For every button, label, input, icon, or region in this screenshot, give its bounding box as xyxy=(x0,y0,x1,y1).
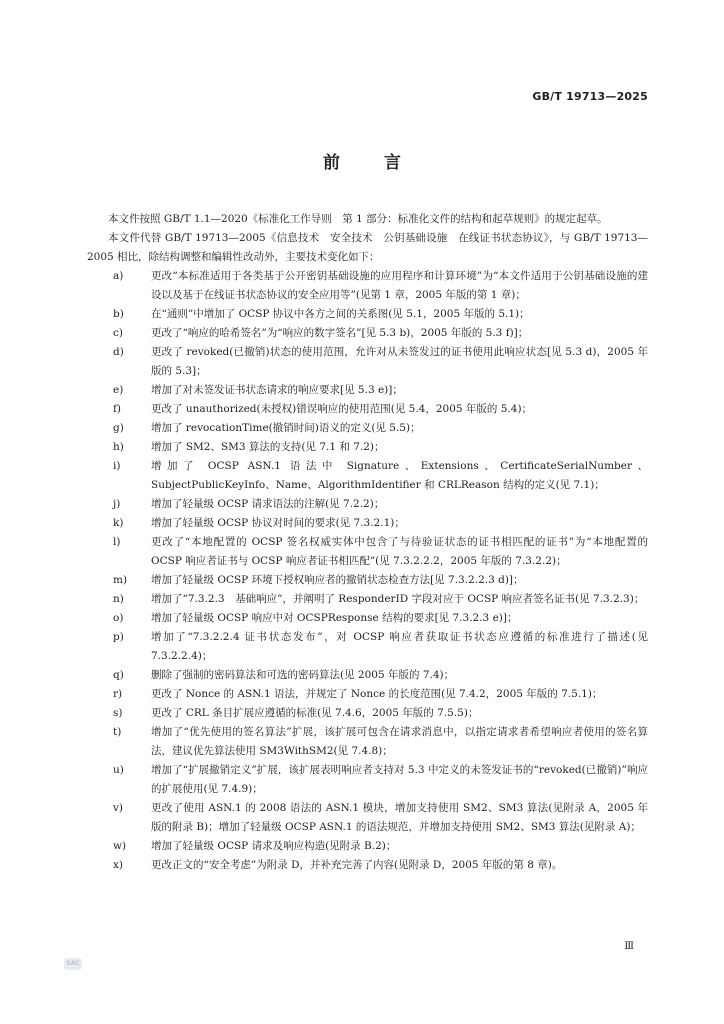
change-item-text: 增加了轻量级 OCSP 协议对时间的要求(见 7.3.2.1)； xyxy=(151,517,405,529)
change-item-text: 更改了 unauthorized(未授权)错误响应的使用范围(见 5.4，2005 年版的 5.4)； xyxy=(151,403,533,415)
change-item-text: 更改“本标准适用于各类基于公开密钥基础设施的应用程序和计算环境”为“本文件适用于公钥基础设施的建设以及基于在线证书状态协议的安全应用等”(见第 1 章，2005 年版的第 1 章)； xyxy=(151,270,648,301)
change-item-label: c) xyxy=(113,327,123,339)
change-item xyxy=(87,856,648,875)
change-item xyxy=(87,305,648,324)
change-item-text: 更改了使用 ASN.1 的 2008 语法的 ASN.1 模块，增加支持使用 SM2、SM3 算法(见附录 A，2005 年版的附录 B)；增加了轻量级 OCSP ASN.1 的语法规范，并增加支持使用 SM2、SM3 算法(见附录 A)； xyxy=(151,802,648,833)
change-item xyxy=(87,514,648,533)
replacement-paragraph: 本文件代替 GB/T 19713—2005《信息技术 安全技术 公钥基础设施 在线证书状态协议》，与 GB/T 19713—2005 相比，除结构调整和编辑性改动外，主要技术变化如下： xyxy=(87,232,648,263)
change-item-label: h) xyxy=(113,441,124,453)
change-item xyxy=(87,495,648,514)
change-item-label: f) xyxy=(113,403,121,415)
change-item xyxy=(87,628,648,666)
change-item-label: q) xyxy=(113,669,124,681)
change-item xyxy=(87,457,648,495)
technical-changes-list xyxy=(87,267,648,875)
change-item-text: 更改了 revoked(已撤销)状态的使用范围，允许对从未签发过的证书使用此响应状态[见 5.3 d)，2005 年版的 5.3]； xyxy=(151,346,648,377)
change-item-label: n) xyxy=(113,593,124,605)
change-item-text: 更改了 Nonce 的 ASN.1 语法，并规定了 Nonce 的长度范围(见 7.4.2，2005 年版的 7.5.1)； xyxy=(151,688,603,700)
change-item-text: 增加了轻量级 OCSP 环境下授权响应者的撤销状态检查方法[见 7.3.2.2.3 d)]； xyxy=(151,574,524,586)
change-item-text: 增加了“7.3.2.3 基础响应”，并阐明了 ResponderID 字段对应于 OCSP 响应者签名证书(见 7.3.2.3)； xyxy=(151,593,645,605)
change-item xyxy=(87,761,648,799)
change-item xyxy=(87,400,648,419)
change-item xyxy=(87,267,648,305)
change-item-text: 增加了轻量级 OCSP 请求语法的注解(见 7.2.2)； xyxy=(151,498,385,510)
change-item-label: k) xyxy=(113,517,124,529)
document-body xyxy=(87,210,648,875)
intro-paragraph: 本文件按照 GB/T 1.1—2020《标准化工作导则 第 1 部分：标准化文件的结构和起草规则》的规定起草。 xyxy=(108,213,608,225)
change-item-text: 增加了 SM2、SM3 算法的支持(见 7.1 和 7.2)； xyxy=(151,441,385,453)
change-item xyxy=(87,837,648,856)
change-item-label: u) xyxy=(113,764,124,776)
page-number: Ⅲ xyxy=(624,941,634,952)
change-item xyxy=(87,590,648,609)
change-item xyxy=(87,419,648,438)
change-item xyxy=(87,799,648,837)
change-item-label: a) xyxy=(113,270,124,282)
change-item xyxy=(87,571,648,590)
change-item-text: 增加了轻量级 OCSP 响应中对 OCSPResponse 结构的要求[见 7.3.2.3 e)]； xyxy=(151,612,518,624)
change-item-label: o) xyxy=(113,612,124,624)
change-item-label: j) xyxy=(113,498,121,510)
change-item-label: g) xyxy=(113,422,124,434)
change-item-label: s) xyxy=(113,707,123,719)
change-item xyxy=(87,533,648,571)
change-item-text: 在“通则”中增加了 OCSP 协议中各方之间的关系图(见 5.1，2005 年版的 5.1)； xyxy=(151,308,530,320)
change-item-label: b) xyxy=(113,308,124,320)
page-title: 前言 xyxy=(323,153,445,173)
change-item-text: 更改了“响应的哈希签名”为“响应的数字签名”[见 5.3 b)，2005 年版的 5.3 f)]； xyxy=(151,327,529,339)
change-item-text: 增加了“扩展撤销定义”扩展，该扩展表明响应者支持对 5.3 中定义的未签发证书的“revoked(已撤销)”响应的扩展使用(见 7.4.9)； xyxy=(151,764,648,795)
sac-logo-icon: SAC xyxy=(64,958,82,970)
change-item-text: 删除了强制的密码算法和可选的密码算法(见 2005 年版的 7.4)； xyxy=(151,669,455,681)
change-item xyxy=(87,609,648,628)
change-item-label: r) xyxy=(113,688,123,700)
change-item-text: 增加了 revocationTime(撤销时间)语义的定义(见 5.5)； xyxy=(151,422,421,434)
change-item-label: p) xyxy=(113,631,124,643)
change-item-text: 更改正文的“安全考虑”为附录 D，并补充完善了内容(见附录 D，2005 年版的第 8 章)。 xyxy=(151,859,563,871)
change-item xyxy=(87,343,648,381)
change-item-label: l) xyxy=(113,536,121,548)
change-item-text: 增加了对未签发证书状态请求的响应要求[见 5.3 e)]； xyxy=(151,384,403,396)
change-item-text: 更改了“本地配置的 OCSP 签名权威实体中包含了与待验证状态的证书相匹配的证书”为“本地配置的 OCSP 响应者证书与 OCSP 响应者证书相匹配”(见 7.3.2.2.2，2005 年版的 7.3.2.2)； xyxy=(151,536,648,567)
change-item-text: 增加了 OCSP ASN.1 语法中 Signature、Extensions、CertificateSerialNumber、SubjectPublicKeyInfo、Name、AlgorithmIdentifier 和 CRLReason 结构的定义(见 7.1)； xyxy=(151,460,648,491)
change-item-label: w) xyxy=(113,840,127,852)
change-item-text: 更改了 CRL 条目扩展应遵循的标准(见 7.4.6，2005 年版的 7.5.5)； xyxy=(151,707,479,719)
change-item xyxy=(87,723,648,761)
change-item xyxy=(87,685,648,704)
change-item-text: 增加了“7.3.2.2.4 证书状态发布”，对 OCSP 响应者获取证书状态应遵循的标准进行了描述(见 7.3.2.2.4)； xyxy=(151,631,648,662)
change-item-label: t) xyxy=(113,726,122,738)
change-item-label: m) xyxy=(113,574,128,586)
change-item-label: x) xyxy=(113,859,124,871)
change-item-text: 增加了轻量级 OCSP 请求及响应构造(见附录 B.2)； xyxy=(151,840,397,852)
change-item-label: e) xyxy=(113,384,124,396)
change-item-label: i) xyxy=(113,460,121,472)
change-item-label: d) xyxy=(113,346,124,358)
change-item xyxy=(87,666,648,685)
change-item-text: 增加了“优先使用的签名算法”扩展，该扩展可包含在请求消息中，以指定请求者希望响应者使用的签名算法，建议优先算法使用 SM3WithSM2(见 7.4.8)； xyxy=(151,726,648,757)
change-item xyxy=(87,438,648,457)
change-item xyxy=(87,381,648,400)
change-item xyxy=(87,324,648,343)
standard-number: GB/T 19713—2025 xyxy=(532,90,648,103)
change-item xyxy=(87,704,648,723)
change-item-label: v) xyxy=(113,802,124,814)
